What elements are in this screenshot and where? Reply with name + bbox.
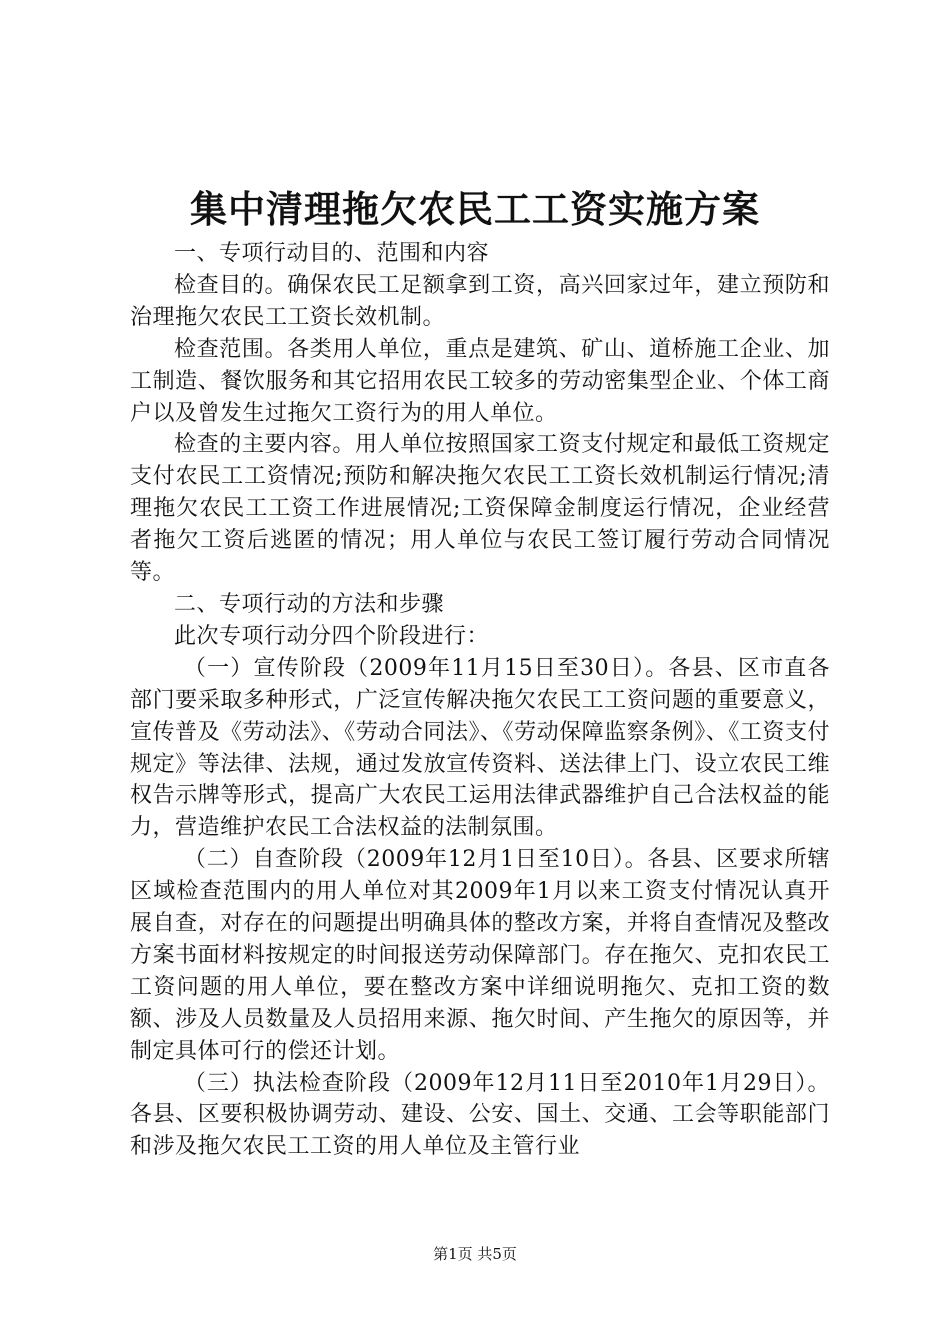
paragraph: 检查的主要内容。用人单位按照国家工资支付规定和最低工资规定支付农民工工资情况;预防和解决拖欠农民工工资长效机制运行情况;清理拖欠农民工工资工作进展情况;工资保障金制度运行情况，企业经营者拖欠工资后逃匿的情况；用人单位与农民工签订履行劳动合同情况等。 xyxy=(130,432,830,586)
paragraph: （三）执法检查阶段（2009年12月11日至2010年1月29日）。各县、区要积极协调劳动、建设、公安、国土、交通、工会等职能部门和涉及拖欠农民工工资的用人单位及主管行业 xyxy=(130,1070,830,1160)
paragraph: 检查范围。各类用人单位，重点是建筑、矿山、道桥施工企业、加工制造、餐饮服务和其它招用农民工较多的劳动密集型企业、个体工商户以及曾发生过拖欠工资行为的用人单位。 xyxy=(130,336,830,426)
page-footer: 第1页 共5页 xyxy=(433,1245,517,1263)
section-heading: 一、专项行动目的、范围和内容 xyxy=(174,241,490,266)
document-title: 集中清理拖欠农民工工资实施方案 xyxy=(190,187,760,231)
paragraph: （一）宣传阶段（2009年11月15日至30日）。各县、区市直各部门要采取多种形式，广泛宣传解决拖欠农民工工资问题的重要意义，宣传普及《劳动法》、《劳动合同法》、《劳动保障监察条例》、《工资支付规定》等法律、法规，通过发放宣传资料、送法律上门、设立农民工维权告示牌等形式，提高广大农民工运用法律武器维护自己合法权益的能力，营造维护农民工合法权益的法制氛围。 xyxy=(130,655,830,841)
paragraph: （二）自查阶段（2009年12月1日至10日）。各县、区要求所辖区域检查范围内的用人单位对其2009年1月以来工资支付情况认真开展自查，对存在的问题提出明确具体的整改方案，并将自查情况及整改方案书面材料按规定的时间报送劳动保障部门。存在拖欠、克扣农民工工资问题的用人单位，要在整改方案中详细说明拖欠、克扣工资的数额、涉及人员数量及人员招用来源、拖欠时间、产生拖欠的原因等，并制定具体可行的偿还计划。 xyxy=(130,847,830,1064)
paragraph: 检查目的。确保农民工足额拿到工资，高兴回家过年，建立预防和治理拖欠农民工工资长效机制。 xyxy=(130,272,830,330)
document-body xyxy=(130,238,830,1163)
section-heading: 二、专项行动的方法和步骤 xyxy=(174,591,445,617)
paragraph: 此次专项行动分四个阶段进行： xyxy=(174,623,490,649)
